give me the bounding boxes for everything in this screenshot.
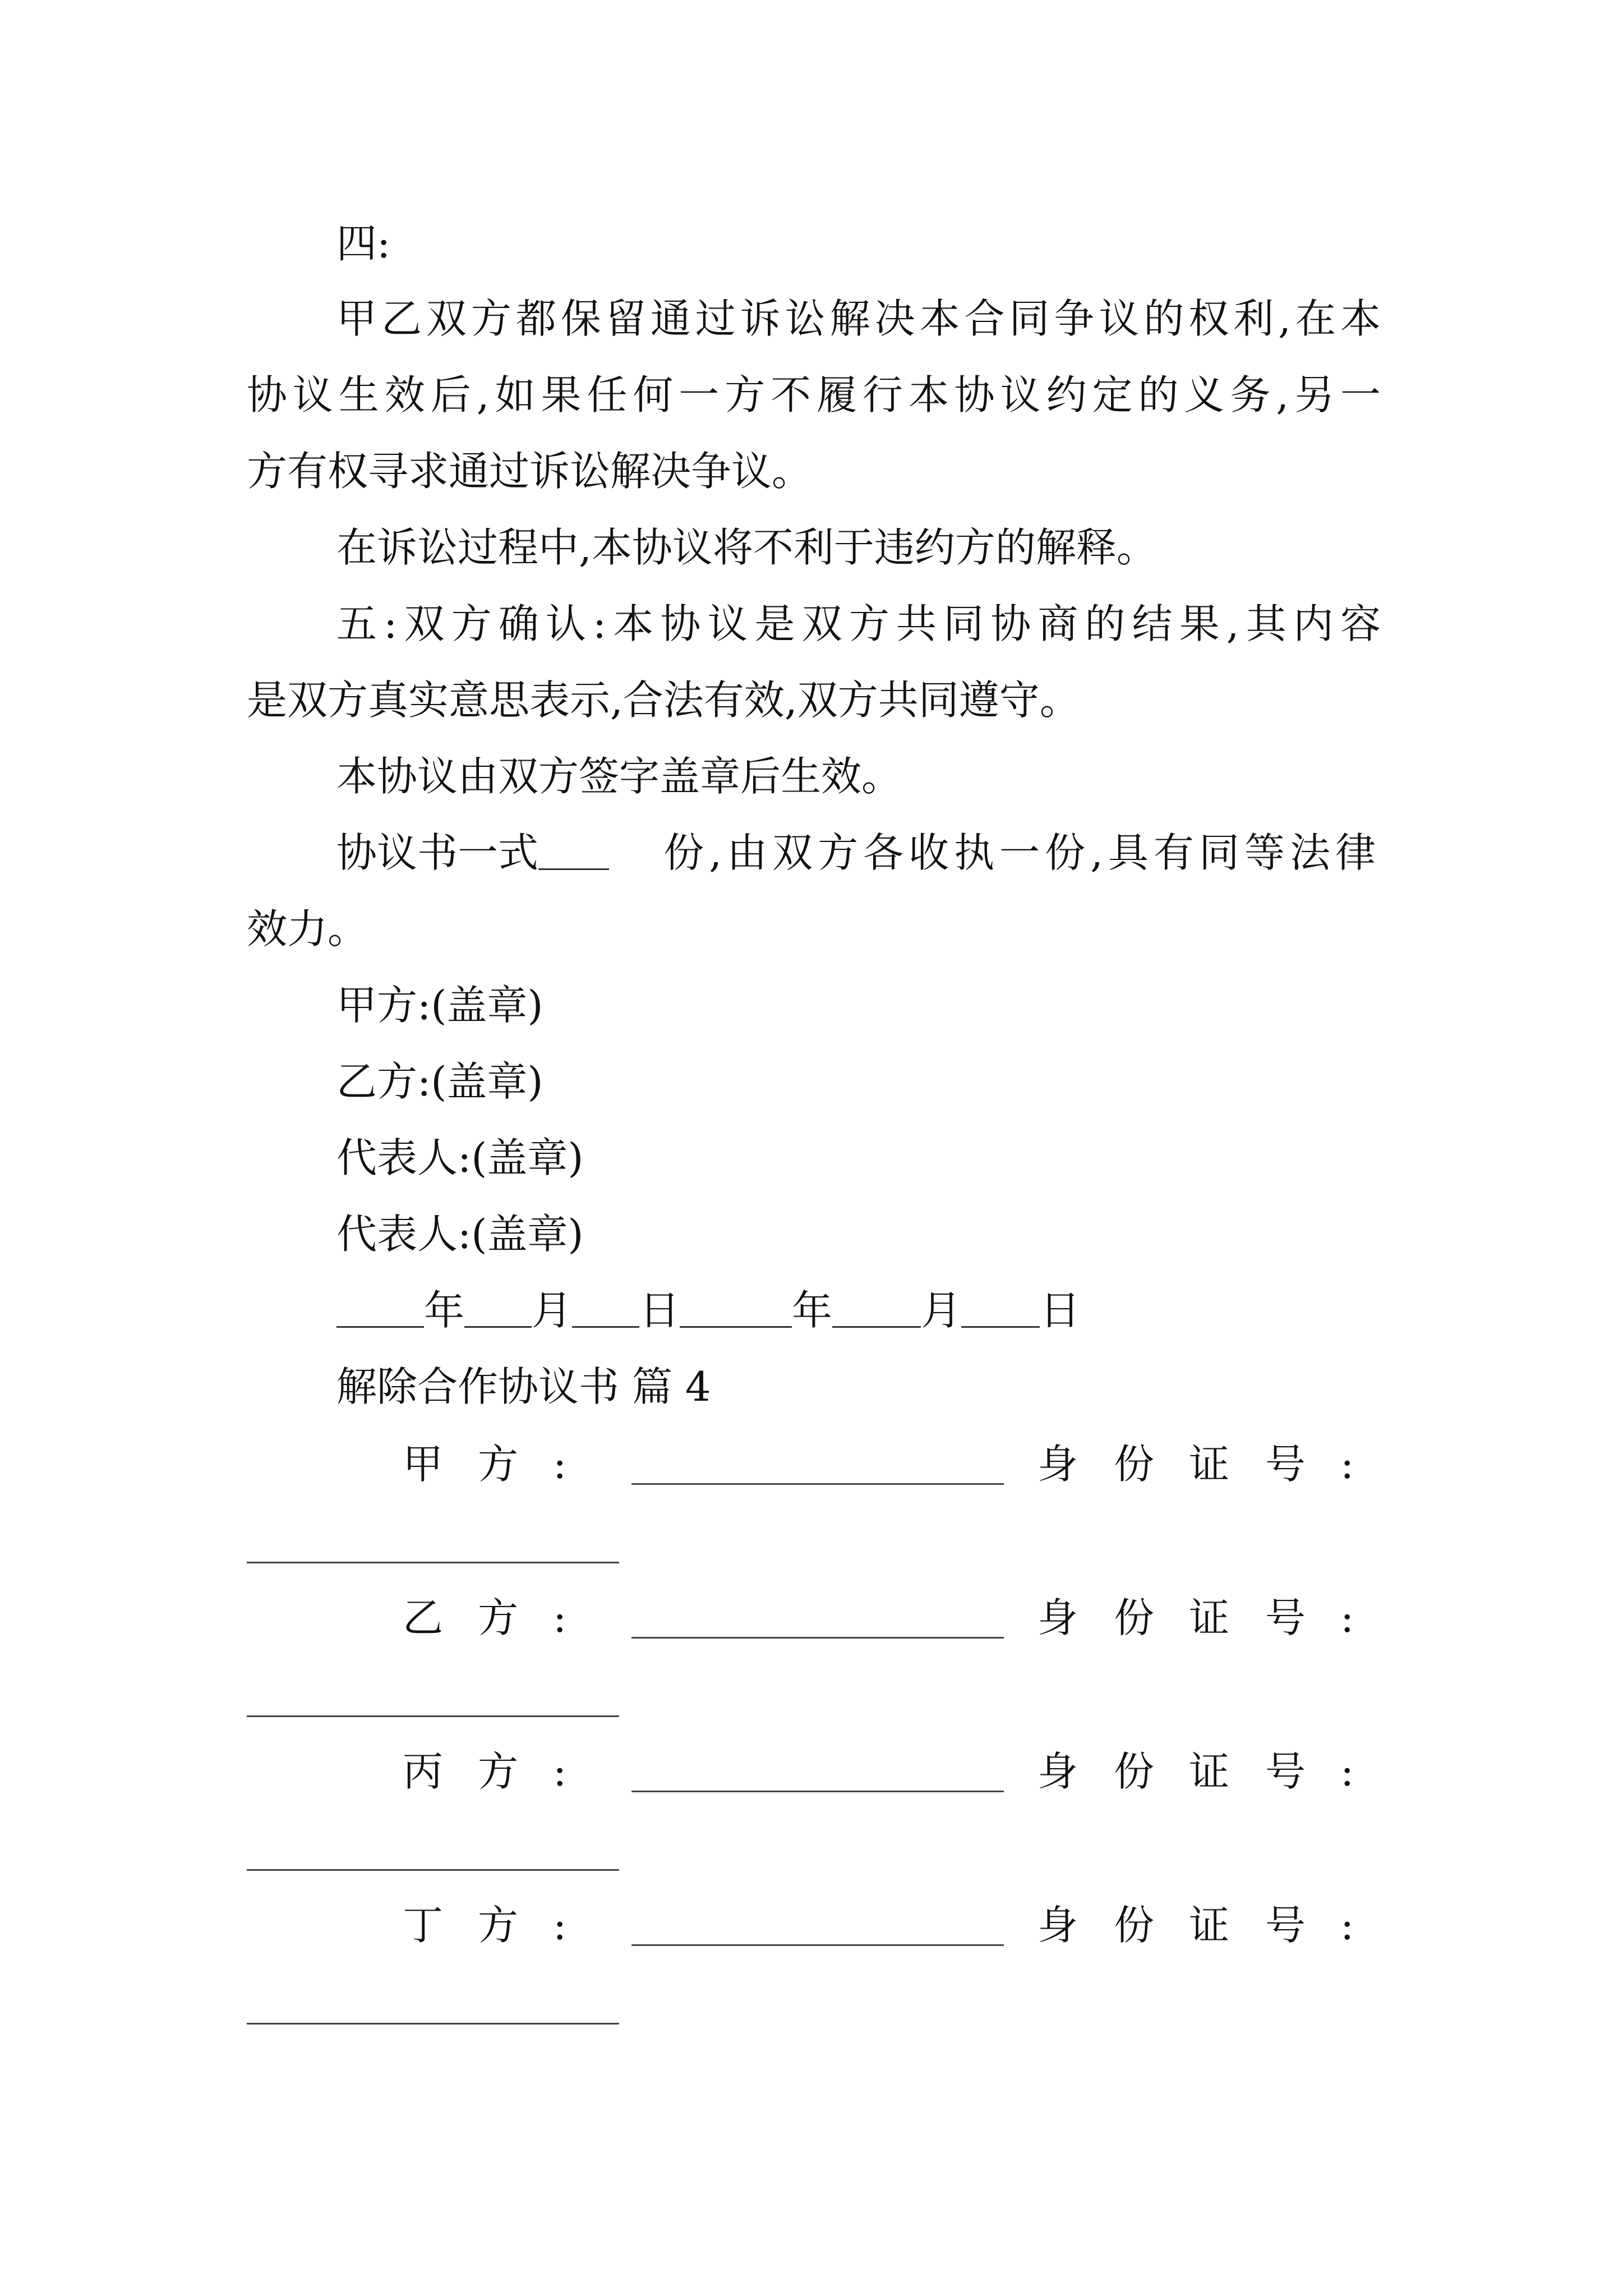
party-label-char-2: 方 bbox=[478, 1594, 519, 1641]
litigation-interpretation-paragraph: 在诉讼过程中,本协议将不利于违约方的解释。 bbox=[336, 524, 1157, 571]
year-1-blank[interactable] bbox=[336, 1290, 424, 1328]
party-label-colon: : bbox=[553, 1748, 567, 1795]
party-label-char-2: 方 bbox=[478, 1902, 519, 1949]
party-label-char-1: 丙 bbox=[403, 1748, 444, 1795]
month-2-label: 月 bbox=[921, 1287, 962, 1334]
year-2-label: 年 bbox=[792, 1287, 833, 1334]
party-label-char-1: 甲 bbox=[403, 1441, 444, 1488]
litigation-paragraph-line-2: 协议生效后,如果任何一方不履行本协议约定的义务,另一 bbox=[247, 371, 1381, 418]
id-label-colon: : bbox=[1340, 1594, 1354, 1641]
id-number-field[interactable] bbox=[247, 1833, 619, 1871]
id-label-char-3: 证 bbox=[1189, 1594, 1230, 1641]
id-label-char-1: 身 bbox=[1038, 1594, 1078, 1641]
id-label-char-1: 身 bbox=[1038, 1748, 1078, 1795]
month-2-blank[interactable] bbox=[832, 1290, 921, 1328]
section-title: 解除合作协议书 篇 4 bbox=[336, 1363, 711, 1410]
id-label-colon: : bbox=[1340, 1902, 1354, 1949]
id-label-char-3: 证 bbox=[1189, 1902, 1230, 1949]
id-label-char-3: 证 bbox=[1189, 1441, 1230, 1488]
party-name-field[interactable] bbox=[631, 1755, 1004, 1792]
id-label-colon: : bbox=[1340, 1441, 1354, 1488]
representative-2-seal: 代表人:(盖章) bbox=[336, 1211, 584, 1258]
id-label-colon: : bbox=[1340, 1748, 1354, 1795]
id-label-char-3: 证 bbox=[1189, 1748, 1230, 1795]
month-1-label: 月 bbox=[532, 1287, 573, 1334]
party-name-field[interactable] bbox=[631, 1908, 1004, 1946]
party-label-colon: : bbox=[553, 1594, 567, 1641]
copies-count-blank[interactable] bbox=[538, 832, 609, 870]
id-label-char-2: 份 bbox=[1114, 1441, 1155, 1488]
party-label-colon: : bbox=[553, 1441, 567, 1488]
party-name-field[interactable] bbox=[631, 1601, 1004, 1639]
party-a-seal: 甲方:(盖章) bbox=[336, 982, 543, 1029]
id-label-char-4: 号 bbox=[1265, 1902, 1306, 1949]
party-name-field[interactable] bbox=[631, 1447, 1004, 1485]
id-label-char-2: 份 bbox=[1114, 1594, 1155, 1641]
day-2-label: 日 bbox=[1040, 1287, 1081, 1334]
id-label-char-2: 份 bbox=[1114, 1748, 1155, 1795]
id-label-char-4: 号 bbox=[1265, 1594, 1306, 1641]
party-label-char-2: 方 bbox=[478, 1441, 519, 1488]
id-label-char-1: 身 bbox=[1038, 1902, 1078, 1949]
representative-1-seal: 代表人:(盖章) bbox=[336, 1134, 584, 1181]
day-1-label: 日 bbox=[639, 1287, 680, 1334]
date-line bbox=[336, 1287, 1081, 1334]
section-four-heading: 四: bbox=[336, 220, 391, 267]
party-b-seal: 乙方:(盖章) bbox=[336, 1058, 543, 1105]
year-2-blank[interactable] bbox=[680, 1290, 792, 1328]
party-label-char-1: 丁 bbox=[403, 1902, 444, 1949]
id-label-char-4: 号 bbox=[1265, 1748, 1306, 1795]
party-label-colon: : bbox=[553, 1902, 567, 1949]
section-five-line-1: 五:双方确认:本协议是双方共同协商的结果,其内容 bbox=[336, 600, 1381, 647]
id-label-char-2: 份 bbox=[1114, 1902, 1155, 1949]
id-label-char-4: 号 bbox=[1265, 1441, 1306, 1488]
month-1-blank[interactable] bbox=[464, 1290, 532, 1328]
year-1-label: 年 bbox=[424, 1287, 465, 1334]
party-label-char-1: 乙 bbox=[403, 1594, 444, 1641]
copies-clause-line-2: 效力。 bbox=[247, 905, 368, 953]
id-label-char-1: 身 bbox=[1038, 1441, 1078, 1488]
copies-suffix: 份,由双方各收执一份,具有同等法律 bbox=[663, 829, 1381, 876]
id-number-field[interactable] bbox=[247, 1987, 619, 2024]
id-number-field[interactable] bbox=[247, 1680, 619, 1717]
litigation-paragraph-line-1: 甲乙双方都保留通过诉讼解决本合同争议的权利,在本 bbox=[336, 295, 1381, 342]
id-number-field[interactable] bbox=[247, 1526, 619, 1563]
litigation-paragraph-line-3: 方有权寻求通过诉讼解决争议。 bbox=[247, 448, 813, 495]
copies-prefix: 协议书一式 bbox=[336, 829, 539, 876]
effective-clause: 本协议由双方签字盖章后生效。 bbox=[336, 753, 902, 800]
section-five-line-2: 是双方真实意思表示,合法有效,双方共同遵守。 bbox=[247, 677, 1080, 724]
party-label-char-2: 方 bbox=[478, 1748, 519, 1795]
copies-clause-line-1 bbox=[336, 829, 1381, 876]
day-2-blank[interactable] bbox=[961, 1290, 1040, 1328]
day-1-blank[interactable] bbox=[572, 1290, 639, 1328]
